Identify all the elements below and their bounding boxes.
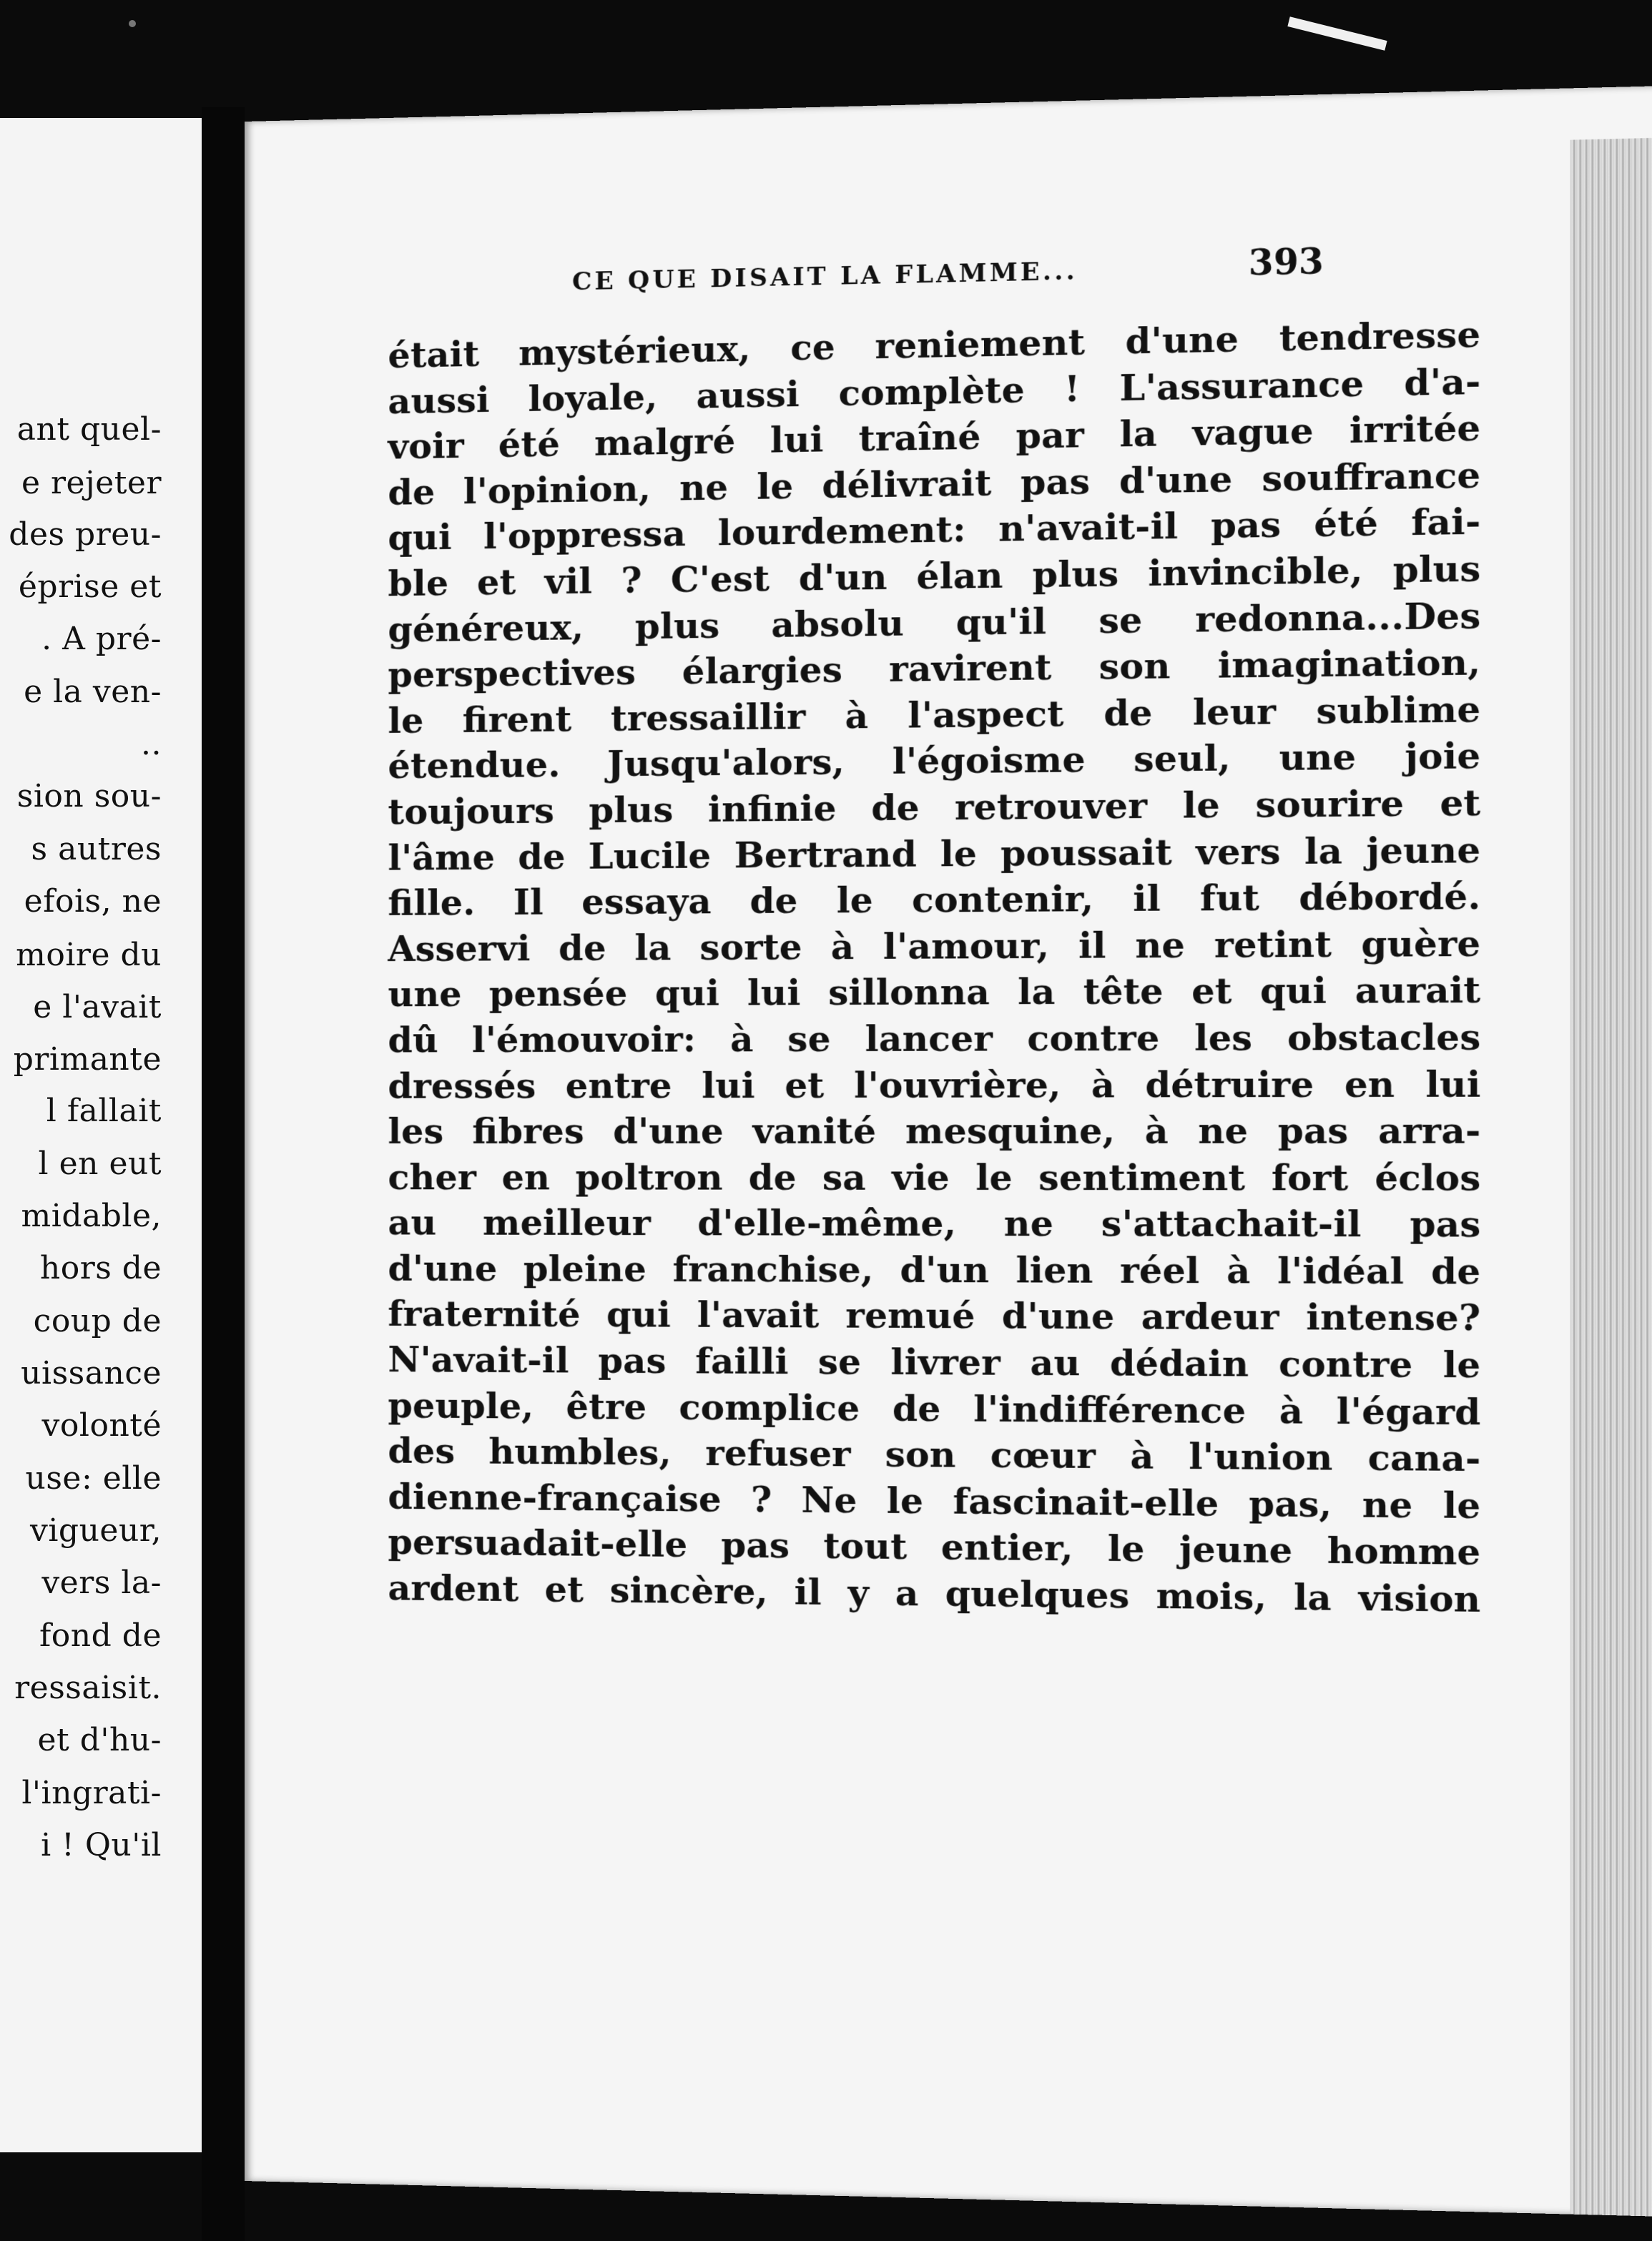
right-page: [245, 86, 1652, 2217]
text-line: persuadait-elle pas tout entier, le jeune homme: [388, 1521, 1481, 1574]
left-text-line: l'ingrati-: [21, 1775, 162, 1811]
text-line: voir été malgré lui traîné par la vague irritée: [388, 406, 1481, 468]
left-text-line: midable,: [21, 1198, 162, 1234]
text-line: perspectives élargies ravirent son imagination,: [388, 641, 1481, 696]
text-line: qui l'oppressa lourdement: n'avait-il pas été fai-: [388, 500, 1481, 559]
text-line: peuple, être complice de l'indifférence à l'égard: [388, 1384, 1481, 1434]
left-text-line: hors de: [39, 1250, 162, 1286]
text-line: fraternité qui l'avait remué d'une ardeur intense?: [388, 1293, 1481, 1340]
left-text-line: ressaisit.: [14, 1670, 162, 1706]
left-text-line: ant quel-: [16, 411, 162, 448]
left-text-line: e la ven-: [24, 674, 162, 710]
left-text-line: et d'hu-: [37, 1722, 162, 1758]
left-text-line: primante: [13, 1041, 162, 1078]
left-text-line: use: elle: [25, 1460, 162, 1497]
text-line: de l'opinion, ne le délivrait pas d'une souffrance: [388, 453, 1481, 513]
left-text-line: vers la-: [41, 1565, 162, 1601]
left-text-line: volonté: [41, 1407, 162, 1444]
text-line: fille. Il essaya de le contenir, il fut débordé.: [388, 875, 1481, 925]
text-line: l'âme de Lucile Bertrand le poussait vers la jeune: [388, 828, 1481, 879]
text-line: d'une pleine franchise, d'un lien réel à l'idéal de: [388, 1247, 1481, 1293]
left-text-line: l fallait: [46, 1093, 162, 1129]
left-text-line: uissance: [21, 1355, 162, 1392]
left-text-line: e l'avait: [33, 989, 162, 1025]
text-line: ardent et sincère, il y a quelques mois, la vision: [388, 1567, 1481, 1621]
left-text-line: ..: [141, 726, 162, 762]
text-line: généreux, plus absolu qu'il se redonna...Des: [388, 594, 1481, 651]
text-line: au meilleur d'elle-même, ne s'attachait-il pas: [388, 1201, 1481, 1246]
page-fore-edge: [1570, 138, 1652, 2217]
text-line: toujours plus infinie de retrouver le sourire et: [388, 781, 1481, 833]
left-text-line: e rejeter: [21, 465, 162, 501]
text-line: aussi loyale, aussi complète ! L'assurance d'a-: [388, 360, 1481, 423]
page-number: 393: [1248, 241, 1324, 284]
left-text-line: vigueur,: [30, 1512, 162, 1549]
left-page: [0, 118, 202, 2152]
left-text-line: fond de: [39, 1617, 162, 1654]
body-text: [388, 312, 1480, 1623]
text-line: étendue. Jusqu'alors, l'égoisme seul, une joie: [388, 734, 1481, 787]
left-text-line: i ! Qu'il: [41, 1827, 162, 1863]
text-line: les fibres d'une vanité mesquine, à ne pas arra-: [388, 1109, 1481, 1153]
left-text-line: s autres: [31, 831, 162, 867]
running-head: CE QUE DISAIT LA FLAMME...: [572, 257, 1078, 297]
left-text-line: efois, ne: [24, 883, 162, 920]
text-line: Asservi de la sorte à l'amour, il ne retint guère: [388, 922, 1481, 970]
text-line: dressés entre lui et l'ouvrière, à détruire en lui: [388, 1062, 1481, 1107]
text-line: dû l'émouvoir: à se lancer contre les obstacles: [388, 1015, 1481, 1061]
scan-speck: [129, 20, 136, 27]
text-line: le firent tressaillir à l'aspect de leur sublime: [388, 687, 1481, 742]
scan-speck: [1287, 16, 1387, 50]
left-text-line: . A pré-: [41, 621, 162, 657]
text-line: N'avait-il pas failli se livrer au dédain contre le: [388, 1338, 1481, 1387]
text-line: cher en poltron de sa vie le sentiment fort éclos: [388, 1156, 1481, 1199]
text-line: une pensée qui lui sillonna la tête et qui aurait: [388, 968, 1481, 1015]
book-gutter: [202, 107, 245, 2241]
left-text-line: éprise et: [18, 568, 162, 605]
text-line: était mystérieux, ce reniement d'une tendresse: [388, 312, 1481, 377]
text-line: des humbles, refuser son cœur à l'union cana-: [388, 1429, 1481, 1480]
text-line: ble et vil ? C'est d'un élan plus invincible, plus: [388, 547, 1481, 605]
left-text-line: coup de: [33, 1303, 162, 1339]
left-text-line: des preu-: [9, 516, 162, 553]
text-line: dienne-française ? Ne le fascinait-elle pas, ne le: [388, 1475, 1481, 1527]
left-text-line: l en eut: [38, 1146, 162, 1182]
left-text-line: sion sou-: [16, 778, 162, 814]
left-text-line: moire du: [16, 937, 162, 973]
